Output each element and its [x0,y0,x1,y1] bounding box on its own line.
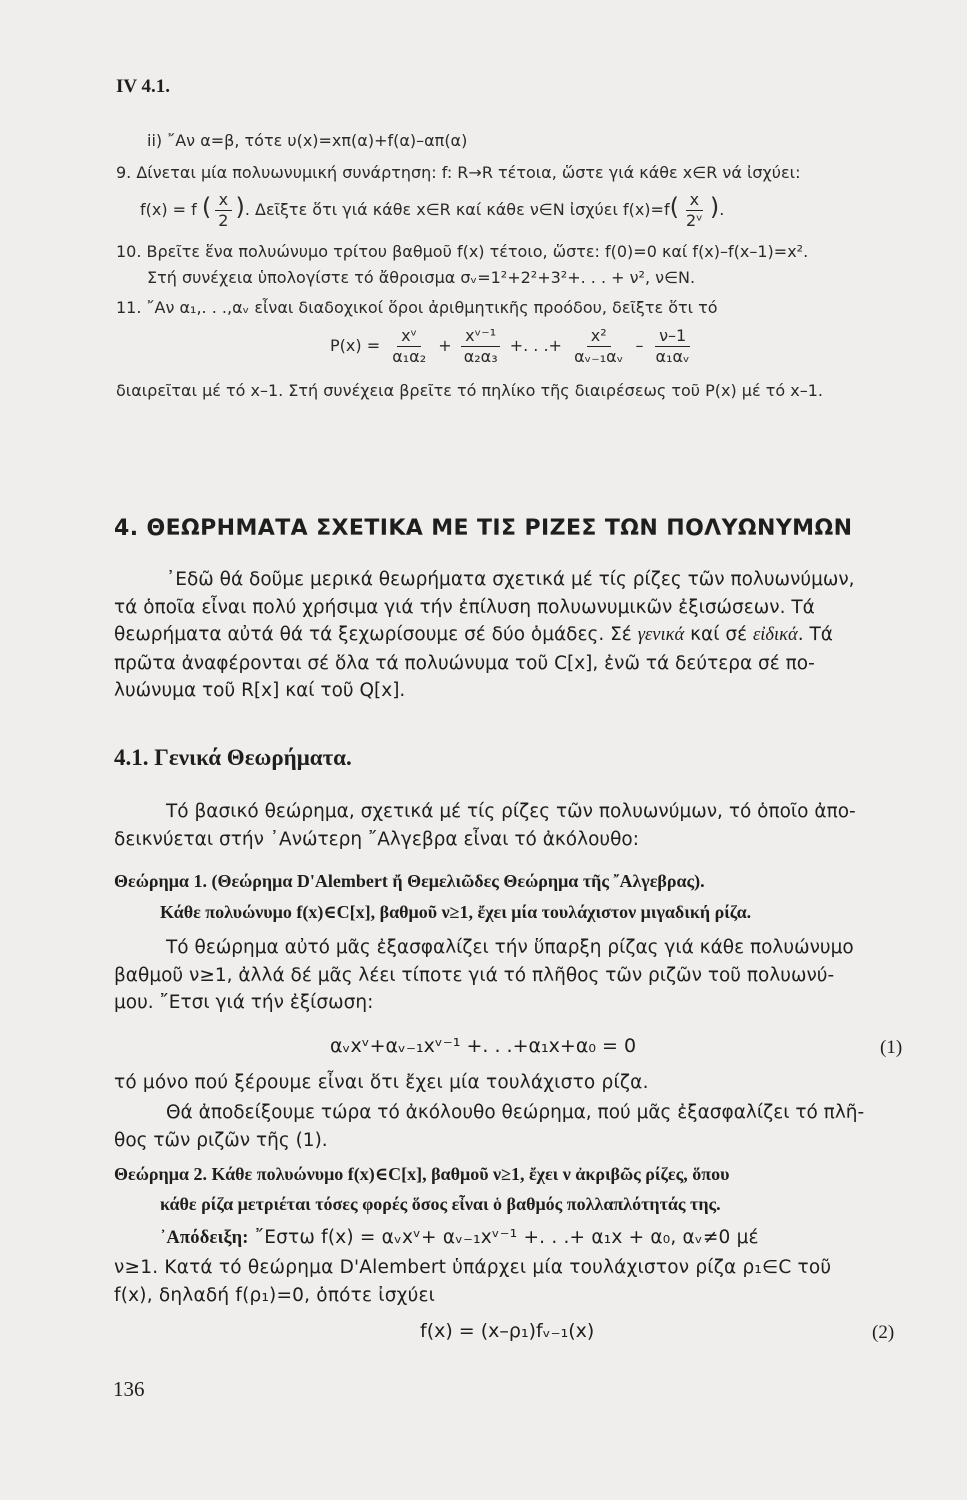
equation-1-number: (1) [880,1037,903,1058]
p1-line: δεικνύεται στήν ᾿Ανώτερη ῎Αλγεβρα εἶναι τό ἀκόλουθο: [114,828,639,850]
p2-line: μου. ῎Ετσι γιά τήν ἐξίσωση: [114,992,374,1013]
subsection-paragraph-1 [114,798,937,853]
p1-line: Τό βασικό θεώρημα, σχετικά μέ τίς ρίζες τῶν πολυωνύμων, τό ὁποῖο ἀπο- [166,801,856,822]
theorem-2-line2: κάθε ρίζα μετριέται τόσες φορές ὅσος εἶναι ὁ βαθμός πολλαπλότητάς της. [160,1194,721,1214]
exercise-9-line2: f(x) = f ( $\frac{x}{2}$ ). Δεῖξτε ὅτι γιά κάθε x∈R καί κάθε ν∈N ἰσχύει f(x)=f( $\frac{x}{\text{2ᵛ}}$ ). [140,190,725,230]
ex9-lhs: f(x) = f [140,200,197,219]
p4-line: Θά ἀποδείξουμε τώρα τό ἀκόλουθο θεώρημα, πού μᾶς ἐξασφαλίζει τό πλῆ- [166,1102,865,1123]
paragraph-3: τό μόνο πού ξέρουμε εἶναι ὅτι ἔχει μία τουλάχιστο ρίζα. [114,1072,649,1093]
section-title: 4. ΘΕΩΡΗΜΑΤΑ ΣΧΕΤΙΚΑ ΜΕ ΤΙΣ ΡΙΖΕΣ ΤΩΝ ΠΟΛΥΩΝΥΜΩΝ [114,516,853,541]
ex9-mid: . Δεῖξτε ὅτι γιά κάθε x∈R καί κάθε ν∈N ἰσχύει f(x)=f [244,200,670,219]
ex9-frac1: $\frac{x}{2}$ [214,190,232,231]
exercise-11-line3: διαιρεῖται μέ τό x–1. Στή συνέχεια βρεῖτε τό πηλίκο τῆς διαιρέσεως τοῦ P(x) μέ τό x–1. [116,381,823,400]
equation-1: αᵥxᵛ+αᵥ₋₁xᵛ⁻¹ +. . .+α₁x+α₀ = 0 [330,1035,637,1057]
proof-label: ᾿Απόδειξη: [160,1228,249,1248]
intro-line: τά ὁποῖα εἶναι πολύ χρήσιμα γιά τήν ἐπίλυση πολυωνυμικῶν ἐξισώσεων. Τά [114,596,815,618]
intro-line: πρῶτα ἀναφέρονται σέ ὅλα τά πολυώνυμα τοῦ C[x], ἐνῶ τά δεύτερα σέ πο- [114,652,815,674]
exercise-10-line2: Στή συνέχεια ὑπολογίστε τό ἄθροισμα σᵥ=1²+2²+3²+. . . + ν², ν∈N. [147,268,696,287]
p2-line: βαθμοῦ ν≥1, ἀλλά δέ μᾶς λέει τίποτε γιά τό πλῆθος τῶν ριζῶν τοῦ πολυωνύ- [114,964,835,986]
theorem-2-line1: Θεώρημα 2. Κάθε πολυώνυμο f(x)∈C[x], βαθμοῦ ν≥1, ἔχει ν ἀκριβῶς ρίζες, ὅπου [114,1164,730,1184]
p2-line: Τό θεώρημα αὐτό μᾶς ἐξασφαλίζει τήν ὕπαρξη ρίζας γιά κάθε πολυώνυμο [166,937,854,958]
intro-line: ᾿Εδῶ θά δοῦμε μερικά θεωρήματα σχετικά μέ τίς ρίζες τῶν πολυωνύμων, [166,569,855,590]
exercise-11-formula: P(x) = $\frac{\text{xᵛ}}{\text{α₁α₂}}$ + $\frac{\text{xᵛ⁻¹}}{\text{α₂α₃}}$ +. . .+ $\frac{\text{x²}}{\text{αᵥ₋₁αᵥ}}$ – $\frac{\nu-1}{\text{α₁αᵥ}}$ [330,326,690,366]
subsection-paragraph-2 [114,934,937,1017]
proof-line1: ᾿Απόδειξη: ῎Εστω f(x) = αᵥxᵛ+ αᵥ₋₁xᵛ⁻¹ +. . .+ α₁x + α₀, αᵥ≠0 μέ [160,1227,759,1248]
intro-line: θεωρήματα αὐτά θά τά ξεχωρίσουμε σέ δύο ὁμάδες. Σέ γενικά καί σέ εἰδικά. Τά [114,624,834,645]
exercise-11-line1: 11. ῎Αν α₁,. . .,αᵥ εἶναι διαδοχικοί ὅροι ἀριθμητικῆς προόδου, δεῖξτε ὅτι τό [116,298,718,317]
equation-2-number: (2) [872,1322,895,1343]
running-head: IV 4.1. [116,76,171,97]
proof-line3: f(x), δηλαδή f(ρ₁)=0, ὁπότε ἰσχύει [114,1285,436,1306]
exercise-ii: ii) ῎Αν α=β, τότε υ(x)=xπ(α)+f(α)–απ(α) [147,131,468,150]
subsection-title: 4.1. Γενικά Θεωρήματα. [114,745,352,770]
proof-line2: ν≥1. Κατά τό θεώρημα D'Alembert ὑπάρχει μία τουλάχιστον ρίζα ρ₁∈C τοῦ [114,1257,832,1278]
theorem-1-statement: Κάθε πολυώνυμο f(x)∈C[x], βαθμοῦ ν≥1, ἔχει μία τουλάχιστον μιγαδική ρίζα. [160,902,752,922]
p4-line: θος τῶν ριζῶν τῆς (1). [114,1129,328,1151]
page-number: 136 [113,1377,145,1401]
subsection-paragraph-4 [114,1099,937,1154]
theorem-1-title: Θεώρημα 1. (Θεώρημα D'Alembert ἤ Θεμελιῶδες Θεώρημα τῆς ῎Αλγεβρας). [114,871,705,891]
exercise-9-line1: 9. Δίνεται μία πολυωνυμική συνάρτηση: f: R→R τέτοια, ὥστε γιά κάθε x∈R νά ἰσχύει: [116,163,801,182]
section-intro [114,566,937,705]
exercise-10-line1: 10. Βρεῖτε ἕνα πολυώνυμο τρίτου βαθμοῦ f(x) τέτοιο, ὥστε: f(0)=0 καί f(x)–f(x–1)=x². [116,242,809,261]
ex9-frac2: $\frac{x}{\text{2ᵛ}}$ [685,190,703,230]
intro-line: λυώνυμα τοῦ R[x] καί τοῦ Q[x]. [114,680,406,701]
equation-2: f(x) = (x–ρ₁)fᵥ₋₁(x) [420,1320,595,1342]
